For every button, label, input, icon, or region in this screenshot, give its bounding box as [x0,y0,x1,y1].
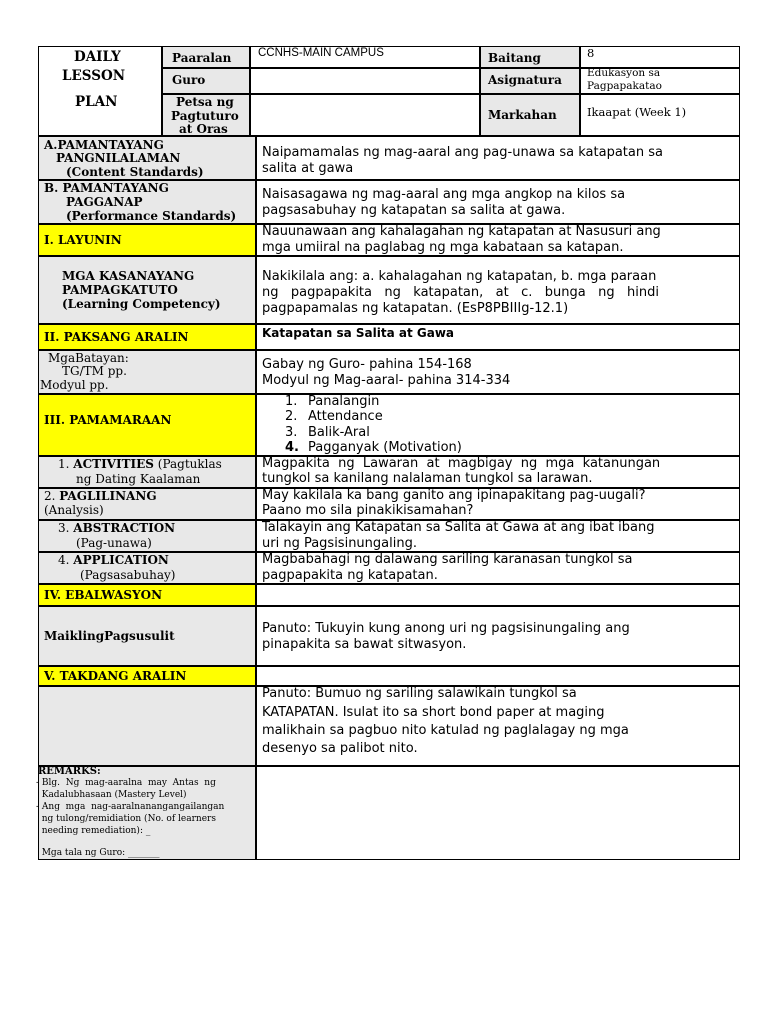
application-label-line1 [58,554,169,566]
abstraction-label-bold: ABSTRACTION [73,521,176,535]
batayan-line2: Modyul ng Mag-aaral- pahina 314-334 [262,373,511,388]
baitang-value: 8 [587,46,595,60]
analysis-label-bold: PAGLILINANG [59,489,157,503]
performance-standards-label-line1: B. PAMANTAYANG [44,181,169,195]
content-standards-line2: salita at gawa [262,161,354,176]
pamamaraan-num-3: 3. [285,425,298,440]
application-line2: pagpapakita ng katapatan. [262,568,438,583]
maikling-line2: pinapakita sa bawat sitwasyon. [262,637,467,652]
application-label-bold: APPLICATION [73,553,169,567]
batayan-label-line3: Modyul pp. [40,378,109,392]
batayan-label-line1: MgaBatayan: [48,351,129,365]
analysis-label-line2: (Analysis) [44,503,104,517]
performance-standards-label-line3: (Performance Standards) [66,209,237,223]
remarks-line3: - Ang mga nag-aaralnanangangailangan [36,802,225,812]
activities-num: 1. [58,457,70,471]
ebalwasyon-label: IV. EBALWASYON [44,588,163,602]
remarks-title: REMARKS: [38,766,101,777]
layunin-line1: Nauunawaan ang kahalagahan ng katapatan at Nasusuri ang [262,224,661,239]
content-standards-label-line3: (Content Standards) [66,165,204,179]
abstraction-line2: uri ng Pagsisinungaling. [262,536,417,551]
pamamaraan-num-4: 4. [285,440,299,455]
remarks-line7: Mga tala ng Guro: _______ [36,848,160,858]
title-line-lesson: LESSON [62,68,126,84]
remarks-line5: needing remediation): _ [36,826,151,836]
takdang-line3: malikhain sa pagbuo nito katulad ng paglalagay ng mga [262,723,629,738]
paksa-label: II. PAKSANG ARALIN [44,330,189,344]
takdang-header-cell [256,666,740,686]
markahan-value: Ikaapat (Week 1) [587,105,687,119]
content-standards-line1: Naipamamalas ng mag-aaral ang pag-unawa sa katapatan sa [262,145,663,160]
application-label-line2: (Pagsasabuhay) [80,568,176,582]
petsa-label-line2: Pagtuturo [171,109,239,123]
analysis-line2: Paano mo sila pinakikisamahan? [262,503,474,518]
baitang-value-cell[interactable] [580,46,740,68]
title-line-plan: PLAN [75,94,118,110]
competency-label-line1: MGA KASANAYANG [62,269,195,283]
pamamaraan-item-3: Balik-Aral [308,425,370,440]
asignatura-value-line1: Edukasyon sa [587,67,661,79]
activities-label-line1 [58,458,222,470]
pamamaraan-item-4: Pagganyak (Motivation) [308,440,462,455]
remarks-line4: ng tulong/remidiation (No. of learners [36,814,216,824]
batayan-line1: Gabay ng Guro- pahina 154-168 [262,357,472,372]
competency-line1: Nakikilala ang: a. kahalagahan ng katapatan, b. mga paraan [262,269,657,284]
batayan-label-line2: TG/TM pp. [62,364,127,378]
competency-label-line3: (Learning Competency) [62,297,221,311]
paaralan-label: Paaralan [172,51,232,65]
petsa-value-cell[interactable] [250,94,480,136]
activities-line2: tungkol sa kanilang nalalaman tungkol sa larawan. [262,471,593,486]
takdang-line2: KATAPATAN. Isulat ito sa short bond paper at maging [262,705,605,720]
analysis-num: 2. [44,489,56,503]
activities-label-rest: (Pagtuklas [157,457,222,471]
title-line-daily: DAILY [74,49,121,65]
layunin-line2: mga umiiral na paglabag ng mga kabataan sa katapan. [262,240,624,255]
activities-line1: Magpakita ng Lawaran at magbigay ng mga katanungan [262,456,661,471]
abstraction-label-line2: (Pag-unawa) [76,536,152,550]
paksa-title: Katapatan sa Salita at Gawa [262,326,455,340]
application-line1: Magbabahagi ng dalawang sariling karanasan tungkol sa [262,552,633,567]
analysis-line1: May kakilala ka bang ganito ang ipinapakitang pag-uugali? [262,488,646,503]
petsa-label-line3: at Oras [179,122,228,136]
performance-standards-line1: Naisasagawa ng mag-aaral ang mga angkop na kilos sa [262,187,626,202]
guro-value-cell[interactable] [250,68,480,94]
asignatura-label: Asignatura [488,73,562,87]
asignatura-value-line2: Pagpapakatao [587,80,662,92]
layunin-label: I. LAYUNIN [44,233,122,247]
abstraction-label-line1 [58,522,175,534]
remarks-line1: - Blg. Ng mag-aaralna may Antas ng [36,778,216,788]
analysis-label-line1 [44,490,157,502]
pamamaraan-item-1: Panalangin [308,394,380,409]
maikling-line1: Panuto: Tukuyin kung anong uri ng pagsisinungaling ang [262,621,630,636]
performance-standards-line2: pagsasabuhay ng katapatan sa salita at gawa. [262,203,566,218]
competency-label-line2: PAMPAGKATUTO [62,283,178,297]
baitang-label: Baitang [488,51,541,65]
application-num: 4. [58,553,70,567]
petsa-label-line1: Petsa ng [176,95,234,109]
pamamaraan-item-2: Attendance [308,409,383,424]
activities-label-line2: ng Dating Kaalaman [76,472,201,486]
competency-line2: ng pagpapakita ng katapatan, at c. bunga ng hindi [262,285,659,300]
content-standards-label-line1: A.PAMANTAYANG [44,138,164,152]
maikling-cell [256,606,740,666]
pamamaraan-num-1: 1. [285,394,298,409]
takdang-body-label-cell [38,686,256,766]
remarks-cell[interactable] [256,766,740,860]
abstraction-line1: Talakayin ang Katapatan sa Salita at Gawa at ang ibat ibang [262,520,655,535]
maikling-label: MaiklingPagsusulit [44,629,175,643]
content-standards-label-line2: PANGNILALAMAN [56,151,181,165]
guro-label: Guro [172,73,206,87]
abstraction-num: 3. [58,521,70,535]
takdang-line1: Panuto: Bumuo ng sariling salawikain tungkol sa [262,686,577,701]
remarks-line2: Kadalubhasaan (Mastery Level) [36,790,187,800]
pamamaraan-label: III. PAMAMARAAN [44,413,172,427]
competency-line3: pagpapamalas ng katapatan. (EsP8PBIIIg-12.1) [262,301,569,316]
markahan-label: Markahan [488,108,557,122]
pamamaraan-num-2: 2. [285,409,298,424]
paaralan-value: CCNHS-MAIN CAMPUS [258,47,384,59]
ebalwasyon-cell [256,584,740,606]
takdang-line4: desenyo sa palibot nito. [262,741,418,756]
takdang-label: V. TAKDANG ARALIN [44,669,187,683]
performance-standards-label-line2: PAGGANAP [66,195,143,209]
activities-label-bold: ACTIVITIES [73,457,154,471]
